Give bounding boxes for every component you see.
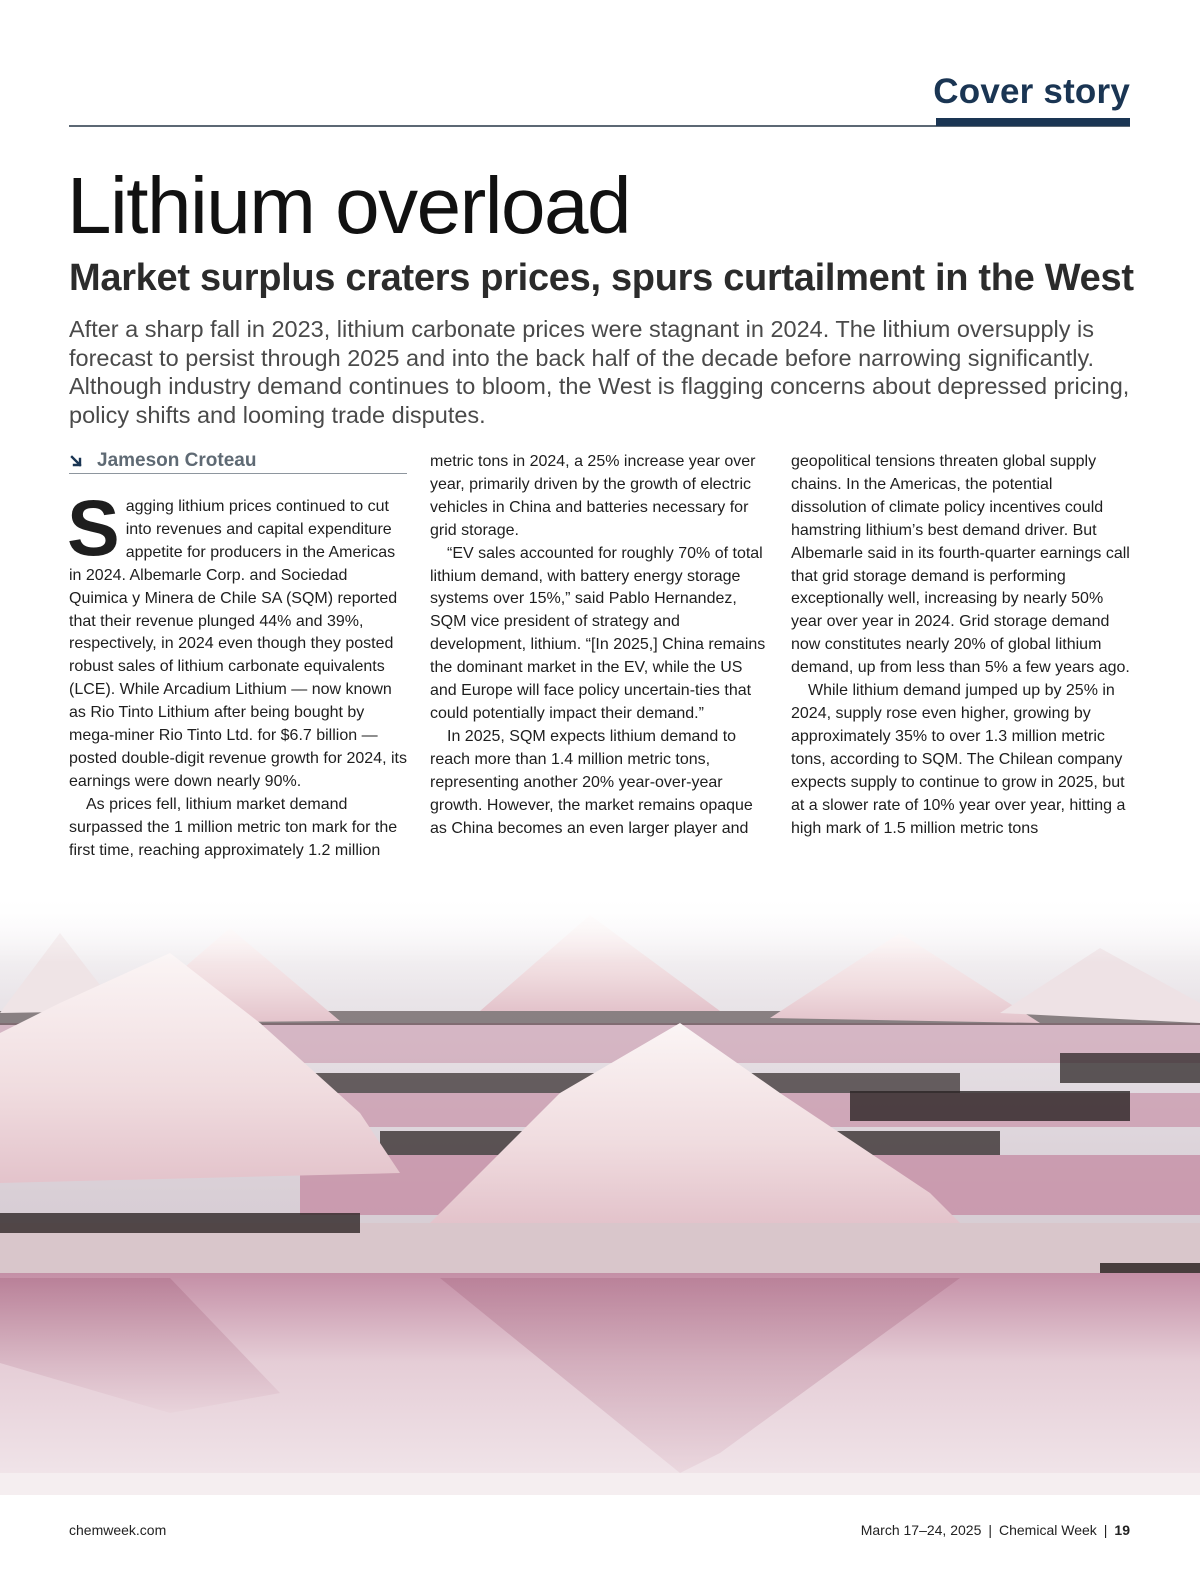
- dropcap: S: [67, 483, 120, 572]
- byline-author: Jameson Croteau: [97, 450, 257, 471]
- column-1: [67, 483, 407, 863]
- byline: [69, 449, 407, 474]
- paragraph: In 2025, SQM expects lithium demand to reach more than 1.4 million metric tons, representing another 20% year-over-year growth. However, the market remains opaque as China becomes an even larger player and: [430, 727, 753, 837]
- footer-issue-date: March 17–24, 2025: [860, 1522, 982, 1538]
- footer-website: chemweek.com: [69, 1522, 167, 1538]
- arrow-down-right-icon: [69, 453, 85, 469]
- footer-publication: Chemical Week: [999, 1522, 1097, 1538]
- paragraph: As prices fell, lithium market demand surpassed the 1 million metric ton mark for the first time, reaching approximately 1.2 million: [69, 795, 398, 859]
- footer-separator: |: [988, 1522, 992, 1538]
- footer-issue-info: [861, 1522, 1130, 1538]
- paragraph: “EV sales accounted for roughly 70% of total lithium demand, with battery energy storage systems over 15%,” said Pablo Hernandez, SQM vice president of strategy and development, lithium. “[In 2025,] China remains the dominant market in the EV, while the US and Europe will face policy uncertain-ties that could potentially impact their demand.”: [430, 544, 766, 722]
- footer-separator: |: [1103, 1522, 1108, 1538]
- paragraph: While lithium demand jumped up by 25% in 2024, supply rose even higher, growing by approximately 35% to over 1.3 million metric tons, according to SQM. The Chilean company expects supply to continue to grow in 2025, but at a slower rate of 10% year over year, hitting a high mark of 1.5 million metric tons: [791, 682, 1126, 837]
- paragraph: [67, 483, 407, 794]
- footer-page-number: 19: [1114, 1522, 1130, 1538]
- column-3: [791, 451, 1131, 840]
- paragraph-text: agging lithium prices continued to cut into revenues and capital expenditure appetite for producers in the Americas in 2024. Albemarle Corp. and Sociedad Quimica y Minera de Chile SA (SQM) reported that their revenue plunged 44% and 39%, respectively, in 2024 even though they posted robust sales of lithium carbonate equivalents (LCE). While Arcadium Lithium — now known as Rio Tinto Lithium after being bought by mega-miner Rio Tinto Ltd. for $6.7 billion — posted double-digit revenue growth for 2024, its earnings were down nearly 90%.: [69, 498, 407, 790]
- column-2: [430, 451, 770, 840]
- headline: Lithium overload: [67, 161, 630, 250]
- paragraph: metric tons in 2024, a 25% increase year over year, primarily driven by the growth of electric vehicles in China and batteries necessary for grid storage.: [430, 453, 756, 539]
- section-rule-accent: [936, 118, 1130, 126]
- salt-flats-photo: [0, 893, 1200, 1495]
- section-label: Cover story: [933, 72, 1130, 111]
- subhead: Market surplus craters prices, spurs curtailment in the West: [69, 257, 1134, 299]
- dek: After a sharp fall in 2023, lithium carbonate prices were stagnant in 2024. The lithium oversupply is forecast to persist through 2025 and into the back half of the decade before narrowing significantly. Although industry demand continues to bloom, the West is flagging concerns about depressed pricing, policy shifts and looming trade disputes.: [69, 316, 1130, 428]
- paragraph: geopolitical tensions threaten global supply chains. In the Americas, the potential dissolution of climate policy incentives could hamstring lithium’s best demand driver. But Albemarle said in its fourth-quarter earnings call that grid storage demand is performing exceptionally well, increasing by nearly 50% year over year in 2024. Grid storage demand now constitutes nearly 20% of global lithium demand, up from less than 5% a few years ago.: [791, 453, 1130, 677]
